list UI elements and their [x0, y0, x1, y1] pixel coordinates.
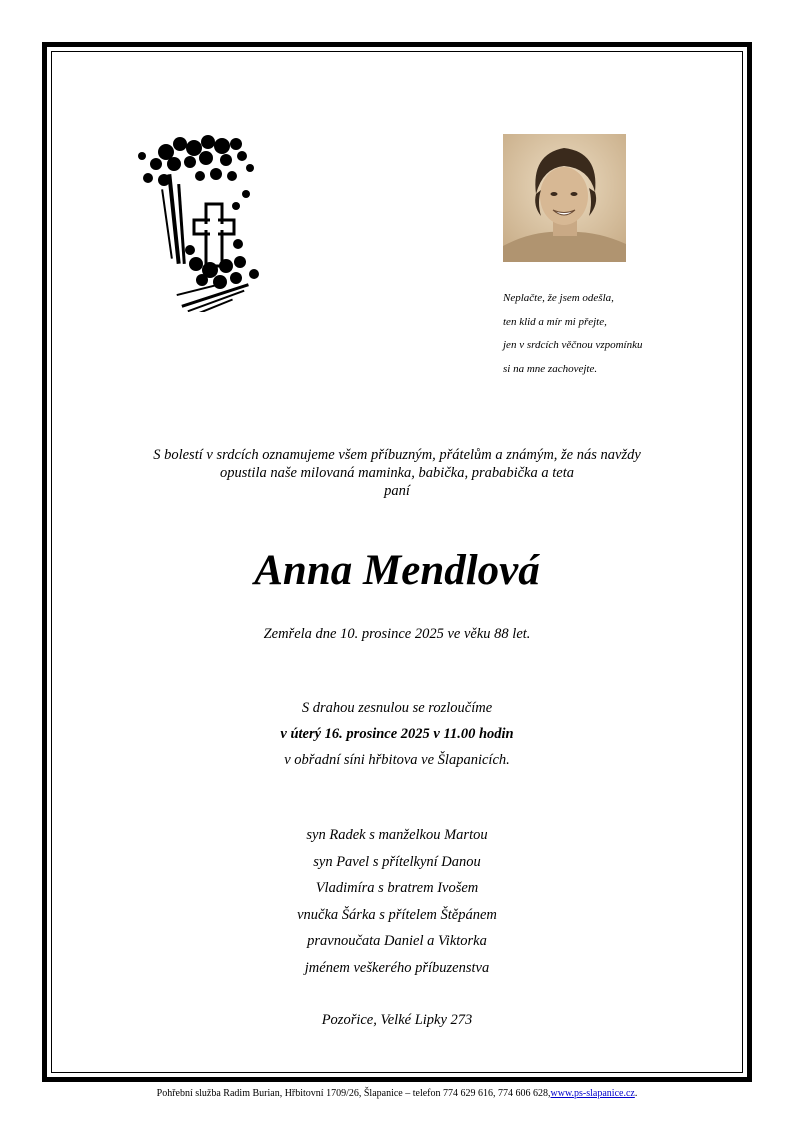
poem-line: ten klid a mír mi přejte,	[503, 315, 607, 328]
farewell-intro: S drahou zesnulou se rozloučíme	[301, 700, 493, 716]
announcement-line-1: S bolestí v srdcích oznamujeme všem příbuzným, přátelům a známým, že nás navždy	[153, 447, 641, 463]
family-address: Pozořice, Velké Lipky 273	[321, 1012, 473, 1028]
footer-suffix: .	[634, 1088, 638, 1099]
portrait-photo	[503, 134, 626, 262]
announcement	[60, 446, 734, 500]
cross-with-foliage-icon	[136, 134, 276, 312]
mourner-line: jménem veškerého příbuzenstva	[304, 959, 490, 976]
farewell-date-time: v úterý 16. prosince 2025 v 11.00 hodin	[280, 726, 514, 742]
mourner-line: syn Radek s manželkou Martou	[306, 827, 488, 843]
mourner-line: vnučka Šárka s přítelem Štěpánem	[297, 906, 497, 923]
mourner-line: pravnoučata Daniel a Viktorka	[307, 933, 487, 949]
farewell-info	[60, 695, 734, 773]
death-info: Zemřela dne 10. prosince 2025 ve věku 88 let.	[263, 626, 531, 642]
mourners-list	[60, 822, 734, 981]
mourner-line: Vladimíra s bratrem Ivošem	[315, 880, 479, 896]
farewell-place: v obřadní síni hřbitova ve Šlapanicích.	[284, 752, 510, 768]
poem-line: Neplačte, že jsem odešla,	[503, 292, 614, 304]
announcement-line-2: opustila naše milovaná maminka, babička, prababička a teta	[220, 465, 574, 481]
footer	[0, 1087, 794, 1101]
announcement-line-3: paní	[384, 483, 410, 499]
mourner-line: syn Pavel s přítelkyní Danou	[313, 853, 481, 870]
deceased-name: Anna Mendlová	[254, 547, 540, 594]
poem-line: jen v srdcích věčnou vzpomínku	[503, 339, 643, 351]
poem-line: si na mne zachovejte.	[503, 362, 598, 375]
footer-text: Pohřební služba Radim Burian, Hřbitovní 1709/26, Šlapanice – telefon 774 629 616, 774 606 628,	[156, 1088, 551, 1099]
footer-website-link[interactable]: www.ps-slapanice.cz	[550, 1088, 635, 1099]
poem	[503, 287, 733, 381]
